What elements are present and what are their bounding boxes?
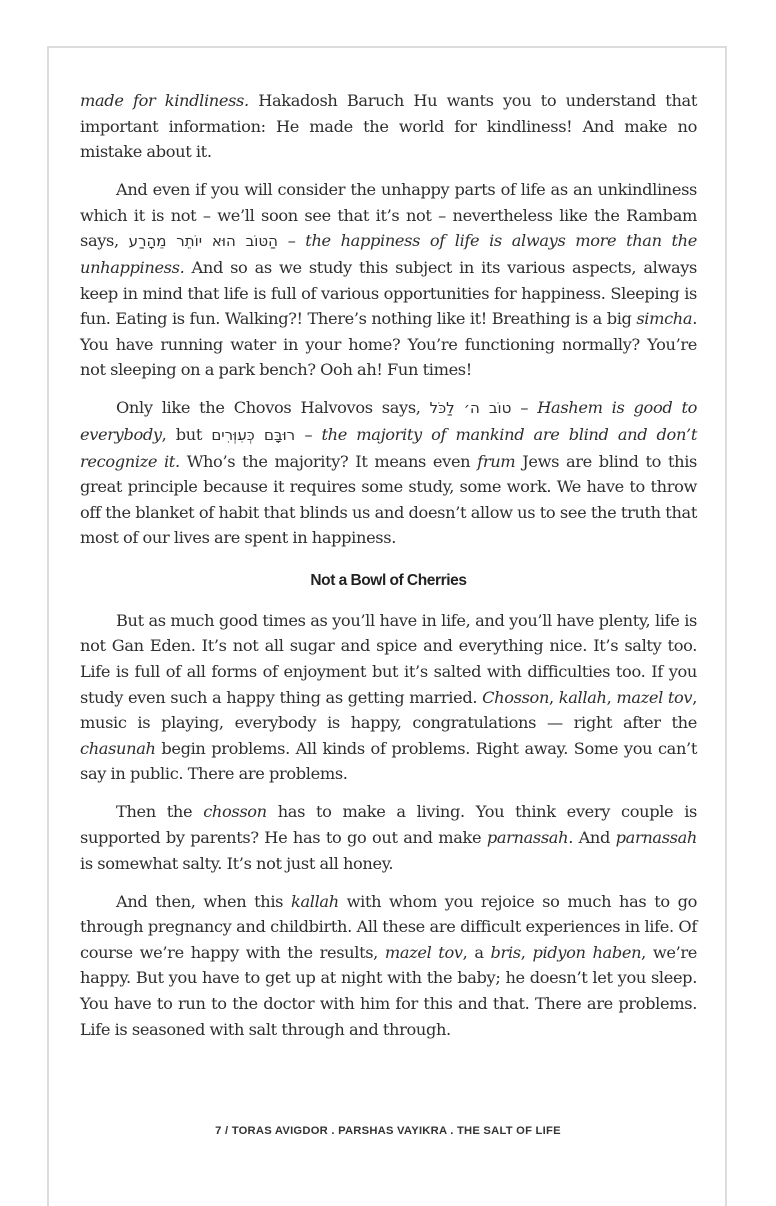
italic-term: kallah bbox=[290, 891, 339, 911]
italic-term: mazel tov bbox=[384, 942, 463, 962]
text-run: , bbox=[549, 687, 559, 707]
text-run: , bbox=[606, 687, 617, 707]
body-paragraph bbox=[80, 88, 697, 165]
italic-term: Hashem is good to everybody bbox=[80, 398, 698, 444]
body-paragraph bbox=[80, 395, 697, 551]
body-paragraph bbox=[80, 889, 697, 1043]
text-run: has to make a living. You think every couple is supported by parents? He has to go out and make bbox=[80, 802, 698, 848]
paragraphs-after-heading bbox=[80, 608, 697, 1042]
text-run: Then the bbox=[116, 802, 204, 822]
text-run: . You have running water in your home? You’re functioning normally? You’re not sleeping on a park bench? Ooh ah! Fun times! bbox=[80, 309, 697, 380]
italic-term: chasunah bbox=[80, 738, 156, 758]
italic-term: parnassah bbox=[486, 828, 569, 848]
body-paragraph bbox=[80, 608, 697, 787]
italic-term: frum bbox=[477, 451, 516, 471]
italic-term: pidyon haben bbox=[532, 942, 642, 962]
body-paragraph bbox=[80, 799, 697, 876]
text-run: , bbox=[520, 942, 533, 962]
italic-term: made for kindliness. bbox=[80, 91, 249, 110]
text-run: – bbox=[277, 231, 306, 251]
body-paragraph bbox=[80, 177, 697, 383]
text-column bbox=[80, 88, 697, 1055]
text-run: And then, when this bbox=[116, 891, 291, 911]
text-run: And even if you will consider the unhappy parts of life as an unkindliness which it is not – we’ll soon see that it’s not – nevertheless like the Rambam says, bbox=[80, 180, 697, 251]
page-footer: 7 / TORAS AVIGDOR . PARSHAS VAYIKRA . THE SALT OF LIFE bbox=[215, 1125, 561, 1137]
italic-term: bris bbox=[490, 942, 521, 962]
text-run: is somewhat salty. It’s not just all honey. bbox=[80, 853, 394, 873]
text-run: , we’re happy. But you have to get up at night with the baby; he doesn’t let you sleep. You have to run to the doctor with him for this and that. There are problems. Life is seasoned with salt through and through. bbox=[80, 942, 697, 1039]
text-run: Hakadosh Baruch Hu wants you to understand that important information: He made the world for kindliness! And make no mistake about it. bbox=[80, 91, 697, 162]
text-run: , but bbox=[161, 424, 212, 444]
text-run: Only like the Chovos Halvovos says, bbox=[116, 398, 430, 418]
text-run: – bbox=[295, 424, 322, 444]
text-run: , music is playing, everybody is happy, congratulations — right after the bbox=[80, 687, 697, 733]
section-heading: Not a Bowl of Cherries bbox=[310, 571, 467, 589]
text-run: . And bbox=[568, 828, 616, 848]
text-run: with whom you rejoice so much has to go through pregnancy and childbirth. All these are difficult experiences in life. Of course we’re happy with the results, bbox=[80, 891, 698, 962]
italic-term: the majority of mankind are blind and don’t recognize it. bbox=[80, 424, 697, 471]
italic-term: mazel tov bbox=[616, 687, 693, 707]
italic-term: chosson bbox=[203, 802, 267, 822]
text-run: But as much good times as you’ll have in life, and you’ll have plenty, life is not Gan Eden. It’s not all sugar and spice and everything nice. It’s salty too. Life is full of all forms of enjoyment but it’s salted with difficulties too. If you study even such a happy thing as getting married. bbox=[80, 610, 697, 707]
italic-term: the happiness of life is always more than the unhappiness. bbox=[80, 231, 697, 277]
italic-term: Chosson bbox=[482, 687, 550, 707]
hebrew-quote: הַטּוֹב הוּא יוֹתֵר מֵהָרַע bbox=[128, 232, 278, 251]
hebrew-quote: רוּבָּם כְּעִוְּרִים bbox=[211, 425, 296, 444]
text-run: begin problems. All kinds of problems. Right away. Some you can’t say in public. There are problems. bbox=[80, 738, 697, 784]
text-run: – bbox=[511, 398, 538, 418]
text-run: Who’s the majority? It means even bbox=[179, 451, 478, 471]
hebrew-quote: טוֹב ה׳ לַכֹּל bbox=[429, 399, 512, 418]
text-run: , a bbox=[462, 942, 491, 962]
italic-term: parnassah bbox=[615, 828, 697, 848]
text-run: And so as we study this subject in its various aspects, always keep in mind that life is full of various opportunities for happiness. Sleeping is fun. Eating is fun. Walking?! There’s nothing like it! Breathing is a big bbox=[80, 257, 697, 329]
text-run: Jews are blind to this great principle because it requires some study, some work. We have to throw off the blanket of habit that blinds us and doesn’t allow us to see the truth that most of our lives are spent in happiness. bbox=[80, 451, 697, 548]
italic-term: kallah bbox=[558, 687, 607, 707]
paragraphs-before-heading bbox=[80, 88, 697, 551]
italic-term: simcha bbox=[636, 309, 693, 329]
